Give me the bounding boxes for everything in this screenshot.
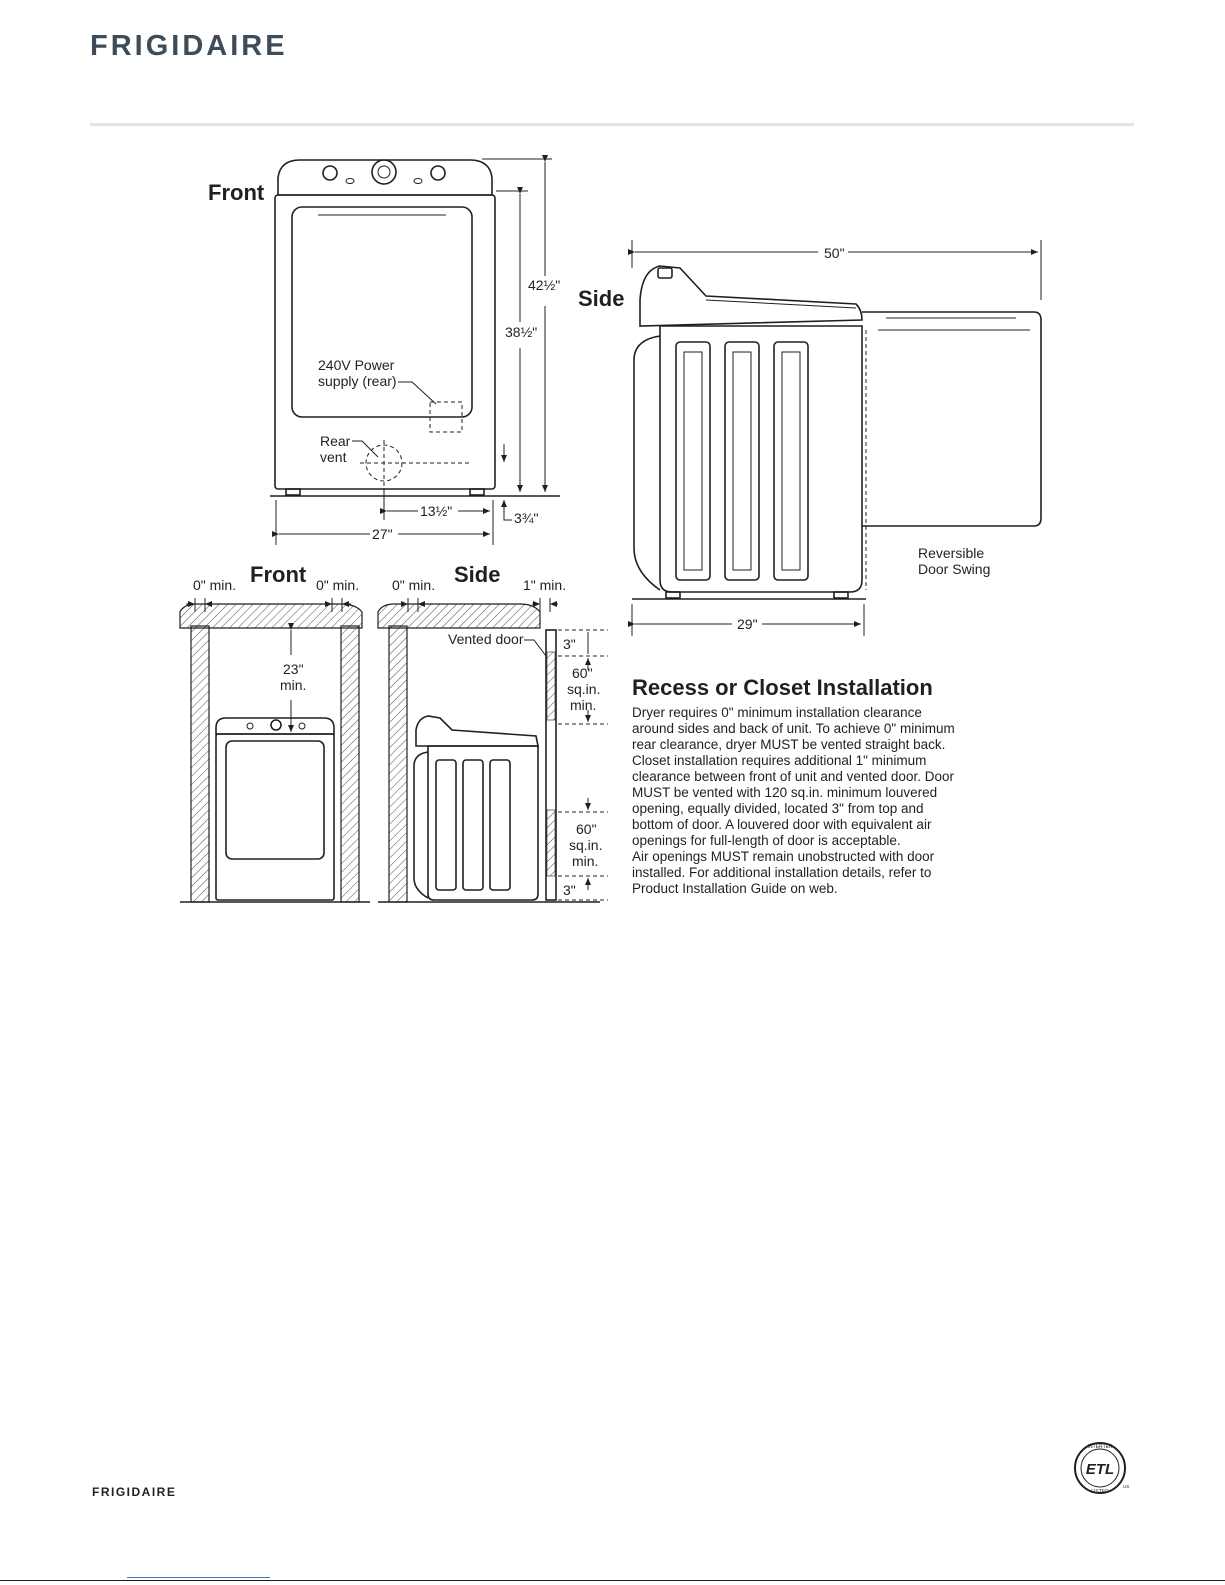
installation-line: bottom of door. A louvered door with equivalent air — [632, 817, 932, 832]
side-view-title: Side — [578, 286, 625, 311]
installation-line: clearance between front of unit and vented door. Door — [632, 769, 954, 784]
bottom-gap-label: 3" — [563, 882, 576, 898]
installation-line: around sides and back of unit. To achieve 0" minimum — [632, 721, 955, 736]
door-swing-label: Reversible — [918, 545, 985, 561]
installation-line: Dryer requires 0" minimum installation clearance — [632, 705, 922, 720]
footer-brand-logo: FRIGIDAIRE — [92, 1485, 177, 1499]
door-swing-label-2: Door Swing — [918, 561, 991, 577]
side-right-clearance: 1" min. — [523, 577, 567, 593]
rear-vent-label: Rear — [320, 433, 351, 449]
installation-line: rear clearance, dryer MUST be vented straight back. — [632, 737, 946, 752]
installation-line: openings for full-length of door is acceptable. — [632, 833, 901, 848]
height-total-label: 42½" — [528, 277, 561, 293]
power-supply-label-2: supply (rear) — [318, 373, 397, 389]
installation-line: installed. For additional installation details, refer to — [632, 865, 932, 880]
closet-front-title: Front — [250, 562, 307, 587]
front-right-clearance: 0" min. — [316, 577, 360, 593]
depth-door-open-label: 50" — [824, 245, 845, 261]
width-label: 27" — [372, 526, 393, 542]
power-supply-label: 240V Power — [318, 357, 395, 373]
side-left-clearance: 0" min. — [392, 577, 436, 593]
depth-label: 29" — [737, 616, 758, 632]
front-left-clearance: 0" min. — [193, 577, 237, 593]
vent-offset-label: 13½" — [420, 503, 453, 519]
etl-bottom-text: LISTED — [1091, 1489, 1109, 1495]
top-gap-label: 3" — [563, 636, 576, 652]
etl-listed-icon — [1072, 1440, 1128, 1496]
power-supply-leader — [398, 382, 436, 404]
vented-door-label: Vented door — [448, 631, 524, 647]
height-top-label: 38½" — [505, 324, 538, 340]
lower-opening-label: 60" — [576, 821, 597, 837]
installation-line: opening, equally divided, located 3" from top and — [632, 801, 924, 816]
installation-notes — [632, 675, 962, 897]
upper-opening-label-3: min. — [570, 697, 597, 713]
installation-heading: Recess or Closet Installation — [632, 675, 933, 700]
closet-front-view — [180, 598, 370, 902]
etl-top-text: INTERTEK — [1087, 1444, 1113, 1450]
lower-opening-label-3: min. — [572, 853, 599, 869]
etl-region-text: US — [1123, 1484, 1130, 1489]
top-clearance-label-2: min. — [280, 677, 307, 693]
upper-opening-label-2: sq.in. — [567, 681, 601, 697]
rear-vent-label-2: vent — [320, 449, 347, 465]
front-view-title: Front — [208, 180, 265, 205]
top-clearance-label: 23" — [283, 661, 304, 677]
installation-line: Air openings MUST remain unobstructed with door — [632, 849, 935, 864]
footer-link-underline[interactable] — [127, 1577, 270, 1578]
installation-line: Product Installation Guide on web. — [632, 881, 838, 896]
upper-opening-label: 60" — [572, 665, 593, 681]
brand-logo: FRIGIDAIRE — [90, 30, 288, 62]
closet-side-title: Side — [454, 562, 501, 587]
installation-line: Closet installation requires additional 1" minimum — [632, 753, 927, 768]
etl-mark-text: ETL — [1085, 1461, 1115, 1478]
footer-divider — [0, 1580, 1225, 1581]
vent-height-label: 3¾" — [514, 510, 539, 526]
lower-opening-label-2: sq.in. — [569, 837, 603, 853]
rear-vent-leader — [352, 441, 378, 457]
installation-line: MUST be vented with 120 sq.in. minimum louvered — [632, 785, 938, 800]
